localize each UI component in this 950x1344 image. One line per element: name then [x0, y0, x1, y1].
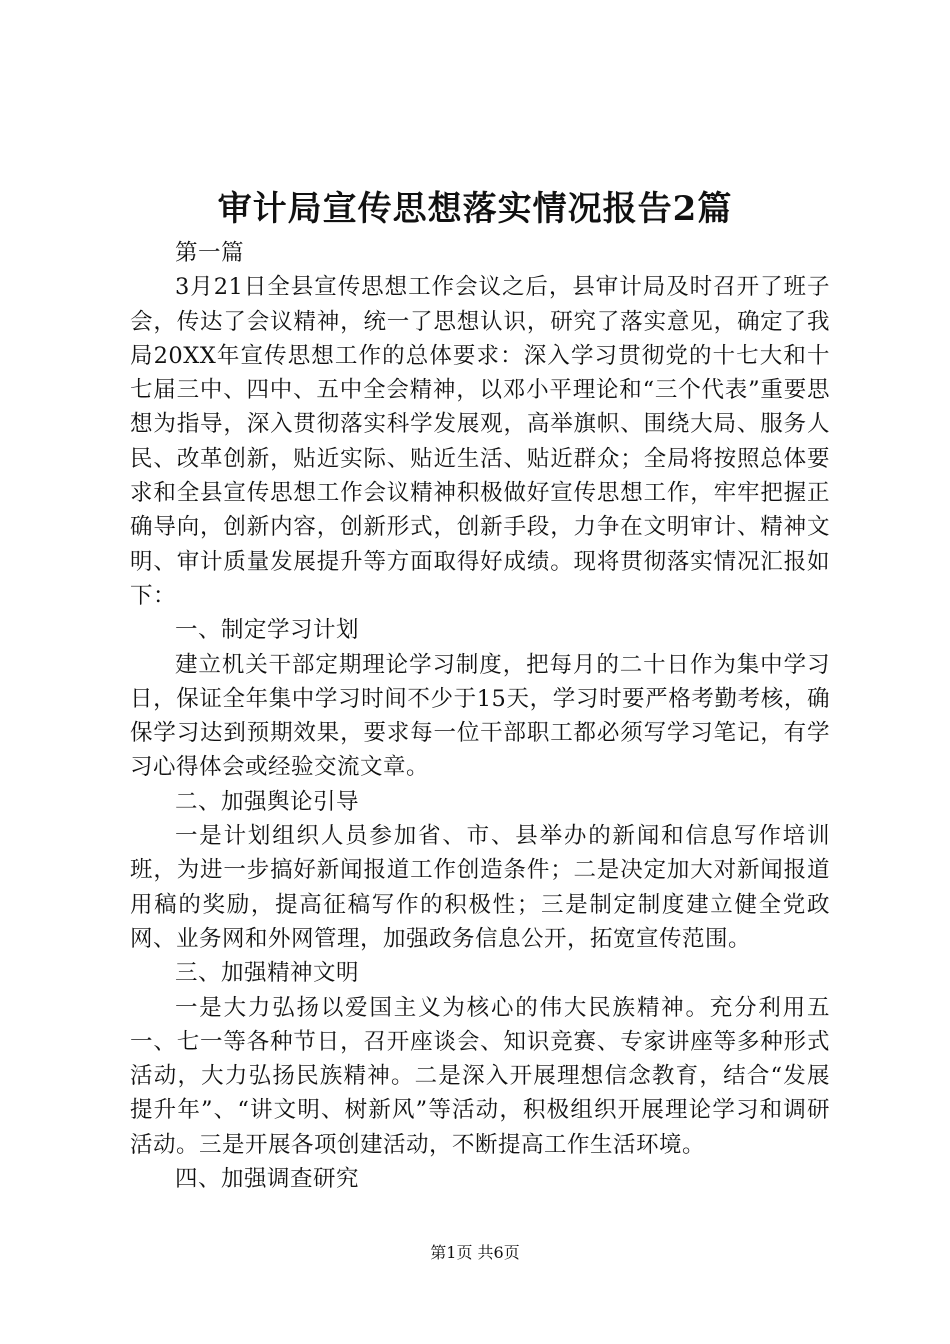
section-heading: 四、加强调查研究	[175, 1166, 360, 1193]
paragraph: 一是计划组织人员参加省、市、县举办的新闻和信息写作培训班，为进一步搞好新闻报道工作创造条件；二是决定加大对新闻报道用稿的奖励，提高征稿写作的积极性；三是制定制度建立健全党政网、业务网和外网管理，加强政务信息公开，拓宽宣传范围。	[130, 823, 830, 952]
page-number-footer: 第1页 共6页	[430, 1243, 520, 1262]
paragraph: 建立机关干部定期理论学习制度，把每月的二十日作为集中学习日，保证全年集中学习时间不少于15天，学习时要严格考勤考核，确保学习达到预期效果，要求每一位干部职工都必须写学习笔记，有学习心得体会或经验交流文章。	[130, 651, 830, 781]
paragraph: 一是大力弘扬以爱国主义为核心的伟大民族精神。充分利用五一、七一等各种节日，召开座谈会、知识竞赛、专家讲座等多种形式活动，大力弘扬民族精神。二是深入开展理想信念教育，结合“发展提升年”、“讲文明、树新风”等活动，积极组织开展理论学习和调研活动。三是开展各项创建活动，不断提高工作生活环境。	[130, 994, 830, 1158]
section-heading: 第一篇	[175, 240, 245, 266]
document-title: 审计局宣传思想落实情况报告2篇	[217, 189, 733, 229]
paragraph: 3月21日全县宣传思想工作会议之后，县审计局及时召开了班子会，传达了会议精神，统一了思想认识，研究了落实意见，确定了我局20XX年宣传思想工作的总体要求：深入学习贯彻党的十七大和十七届三中、四中、五中全会精神，以邓小平理论和“三个代表”重要思想为指导，深入贯彻落实科学发展观，高举旗帜、围绕大局、服务人民、改革创新，贴近实际、贴近生活、贴近群众；全局将按照总体要求和全县宣传思想工作会议精神积极做好宣传思想工作，牢牢把握正确导向，创新内容，创新形式，创新手段，力争在文明审计、精神文明、审计质量发展提升等方面取得好成绩。现将贯彻落实情况汇报如下：	[130, 274, 830, 609]
section-heading: 二、加强舆论引导	[175, 788, 360, 815]
document-body	[130, 236, 830, 1196]
section-heading: 三、加强精神文明	[175, 960, 360, 987]
section-heading: 一、制定学习计划	[175, 617, 360, 644]
